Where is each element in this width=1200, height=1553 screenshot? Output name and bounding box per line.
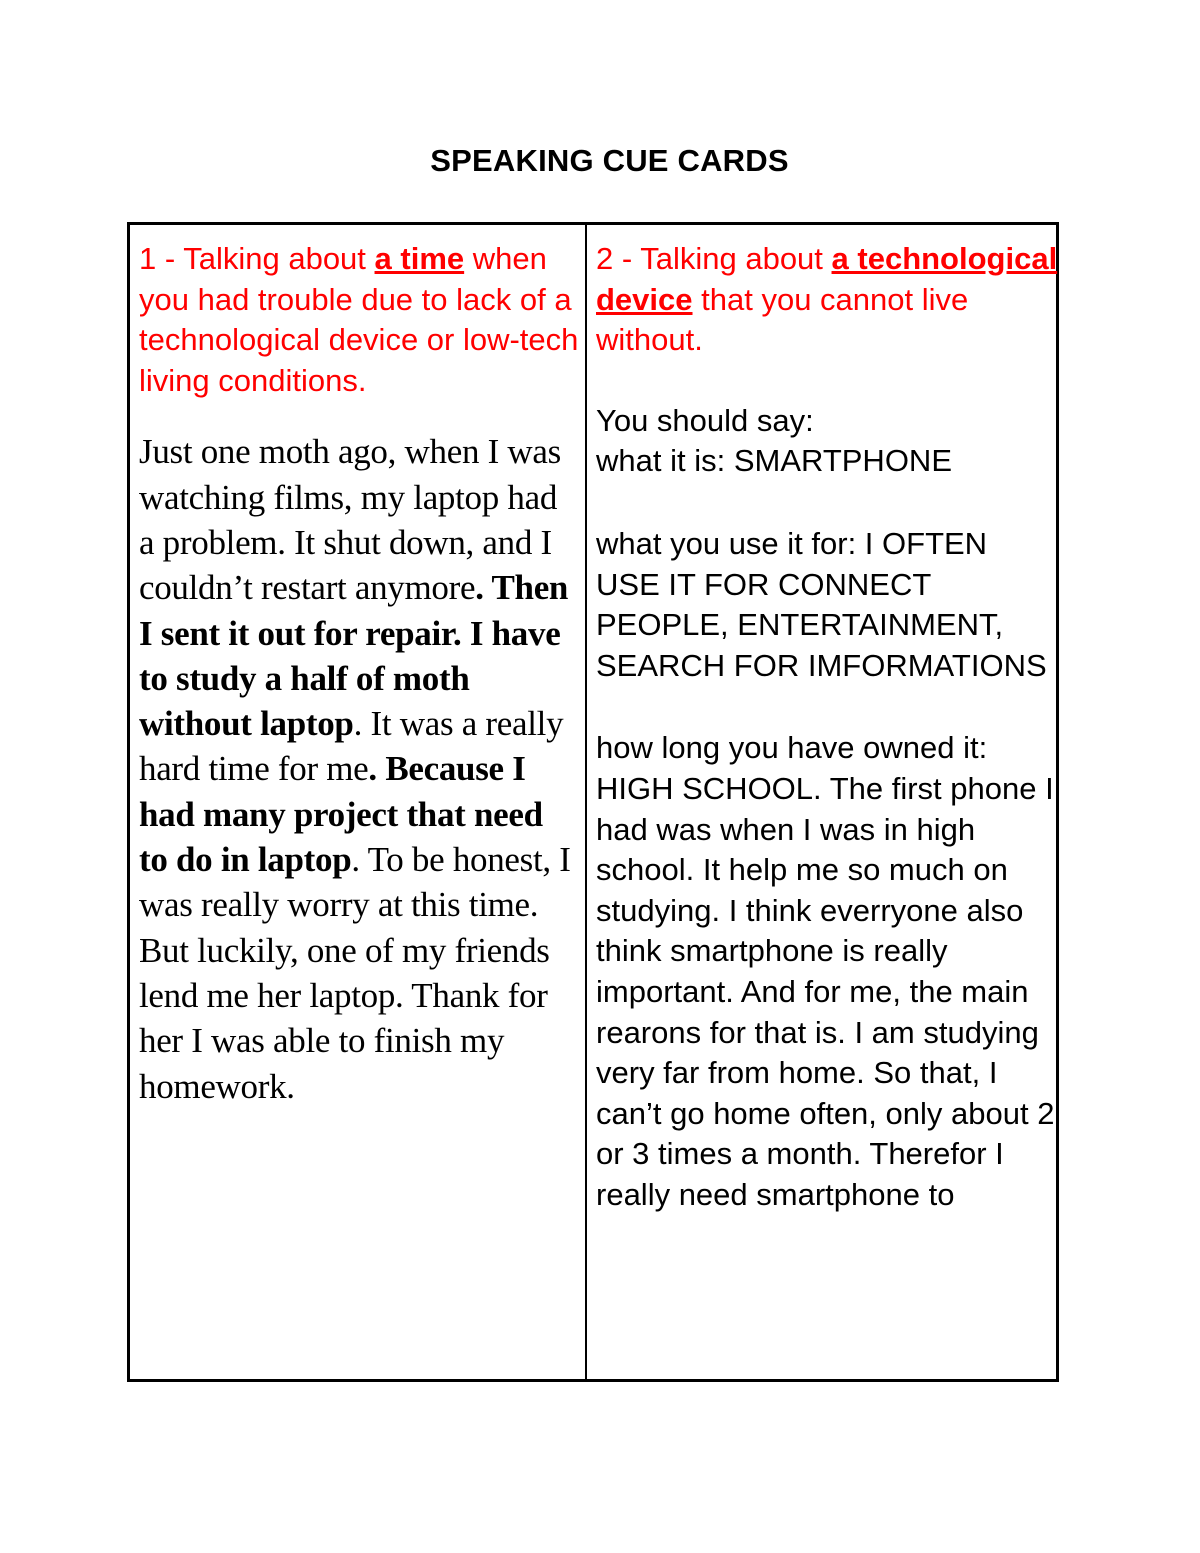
cue-card-2-body <box>596 401 1058 1216</box>
card-1-prompt-rest: when you had trouble due to lack of a technological device or low-tech living conditions. <box>139 241 579 398</box>
answer-1-bold-1: Then I sent it out for repair. I have to study a half of moth without laptop <box>139 568 569 744</box>
card-1-prompt-emphasis: a time <box>374 241 465 276</box>
cue-card-table <box>127 222 1059 1382</box>
cue-card-1-prompt <box>139 239 579 401</box>
card-2-prompt-emphasis: a technological device <box>596 241 1058 317</box>
page-title: SPEAKING CUE CARDS <box>430 143 789 178</box>
answer-1-period-1: . <box>475 568 484 608</box>
card-1-prompt-intro: 1 - Talking about <box>139 241 375 276</box>
cue-card-1-answer <box>139 429 579 1108</box>
answer-1-text-3: . To be honest, I was really worry at this time. But luckily, one of my friends lend me her laptop. Thank for her I was able to finish my homework. <box>139 840 571 1106</box>
question-how-long-owned: how long you have owned it: HIGH SCHOOL. The first phone I had was when I was in high school. It help me so much on studying. I think everryone also think smartphone is really important. And for me, the main rearons for that is. I am studying very far from home. So that, I can’t go home often, only about 2 or 3 times a month. Therefor I really need smartphone to <box>596 730 1055 1212</box>
answer-1-text-2: . It was a really hard time for me <box>139 704 564 789</box>
question-what-it-is: what it is: SMARTPHONE <box>596 443 953 479</box>
cue-card-1 <box>139 239 579 1109</box>
column-divider <box>585 225 587 1379</box>
cue-card-2 <box>596 239 1058 1215</box>
answer-1-text-1: Just one moth ago, when I was watching films, my laptop had a problem. It shut down, and I couldn’t restart anymore <box>139 432 561 608</box>
card-2-prompt-intro: 2 - Talking about <box>596 241 832 276</box>
answer-1-bold-2: Because I had many project that need to do in laptop <box>139 749 543 880</box>
answer-1-period-2: . <box>368 749 377 789</box>
cue-card-2-prompt <box>596 239 1058 361</box>
card-2-prompt-rest: that you cannot live without. <box>596 281 969 358</box>
question-what-you-use-it-for: what you use it for: I OFTEN USE IT FOR CONNECT PEOPLE, ENTERTAINMENT, SEARCH FOR IMFORMATIONS <box>596 525 1047 683</box>
should-say-label: You should say: <box>596 402 814 438</box>
